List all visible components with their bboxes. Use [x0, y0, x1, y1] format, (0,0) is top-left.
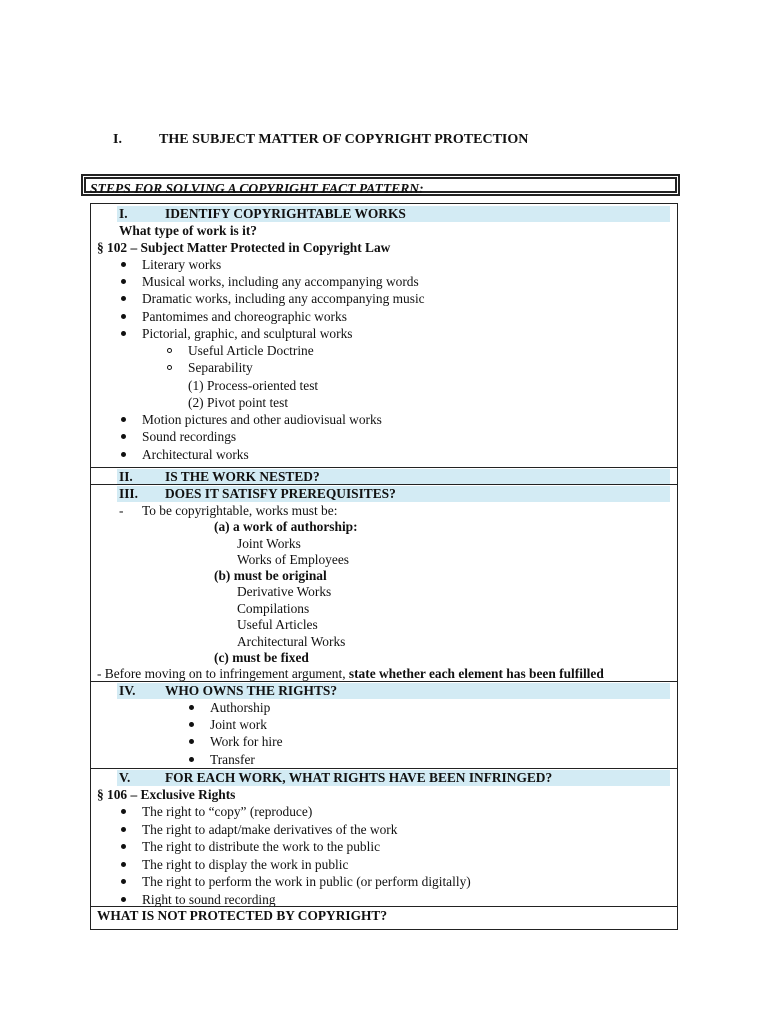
bullet-icon — [121, 314, 126, 319]
heading-title: THE SUBJECT MATTER OF COPYRIGHT PROTECTION — [159, 132, 529, 147]
note-text: - Before moving on to infringement argument, — [97, 666, 349, 681]
list-item: The right to “copy” (reproduce) — [142, 804, 313, 819]
bullet-icon — [121, 279, 126, 284]
bullet-icon — [189, 757, 194, 762]
criterion-item: Compilations — [237, 601, 310, 616]
test-item: (2) Pivot point test — [188, 395, 289, 410]
list-item: The right to perform the work in public (or perform digitally) — [142, 874, 471, 889]
criterion-item: Joint Works — [237, 536, 301, 551]
bullet-icon — [121, 862, 126, 867]
section-4-header — [119, 682, 337, 699]
criterion-c: (c) must be fixed — [214, 650, 309, 665]
list-item: Pantomimes and choreographic works — [142, 309, 347, 324]
bullet-icon — [121, 879, 126, 884]
criterion-a: (a) a work of authorship: — [214, 519, 358, 534]
list-item: Literary works — [142, 257, 222, 272]
section-number: III. — [119, 486, 138, 501]
section-number: I. — [119, 206, 128, 221]
bullet-icon — [121, 262, 126, 267]
section-number: V. — [119, 770, 131, 785]
section-1-statute: § 102 – Subject Matter Protected in Copyright Law — [97, 240, 391, 255]
section-title: IDENTIFY COPYRIGHTABLE WORKS — [165, 206, 406, 221]
section-3-header — [119, 485, 396, 502]
sub-list-item: Useful Article Doctrine — [188, 343, 314, 358]
section-title: FOR EACH WORK, WHAT RIGHTS HAVE BEEN INFRINGED? — [165, 770, 553, 785]
circle-bullet-icon — [167, 365, 172, 370]
section-5-header — [119, 769, 552, 786]
criterion-b: (b) must be original — [214, 568, 327, 583]
list-item: The right to distribute the work to the public — [142, 839, 381, 854]
heading-number: I. — [113, 132, 122, 147]
list-item: Authorship — [210, 700, 271, 715]
list-item: Motion pictures and other audiovisual works — [142, 412, 382, 427]
dash-marker: - — [119, 503, 124, 518]
bullet-icon — [121, 452, 126, 457]
bullet-icon — [121, 844, 126, 849]
list-item: Joint work — [210, 717, 267, 732]
list-item: Work for hire — [210, 734, 283, 749]
section-title: IS THE WORK NESTED? — [165, 469, 320, 484]
steps-title-box — [81, 174, 680, 196]
sub-list-item: Separability — [188, 360, 253, 375]
bullet-icon — [121, 434, 126, 439]
bullet-icon — [121, 417, 126, 422]
bullet-icon — [121, 827, 126, 832]
criterion-item: Architectural Works — [237, 634, 346, 649]
page-heading — [113, 131, 528, 149]
bullet-icon — [189, 705, 194, 710]
list-item: Musical works, including any accompanying words — [142, 274, 419, 289]
section-6-header: WHAT IS NOT PROTECTED BY COPYRIGHT? — [97, 908, 388, 923]
section-3-note — [97, 665, 604, 682]
criterion-item: Derivative Works — [237, 584, 332, 599]
list-item: Sound recordings — [142, 429, 237, 444]
section-title: DOES IT SATISFY PREREQUISITES? — [165, 486, 396, 501]
section-1-question: What type of work is it? — [119, 223, 257, 238]
section-5-statute: § 106 – Exclusive Rights — [97, 787, 236, 802]
list-item: The right to display the work in public — [142, 857, 349, 872]
section-2-header — [119, 468, 320, 485]
bullet-icon — [189, 739, 194, 744]
list-item: The right to adapt/make derivatives of the work — [142, 822, 398, 837]
bullet-icon — [189, 722, 194, 727]
list-item: Transfer — [210, 752, 255, 767]
steps-title: STEPS FOR SOLVING A COPYRIGHT FACT PATTERN: — [90, 181, 424, 196]
section-title: WHO OWNS THE RIGHTS? — [165, 683, 338, 698]
list-item: Architectural works — [142, 447, 249, 462]
criterion-item: Works of Employees — [237, 552, 349, 567]
list-item: Dramatic works, including any accompanying music — [142, 291, 425, 306]
list-item: Pictorial, graphic, and sculptural works — [142, 326, 353, 341]
section-3-intro: To be copyrightable, works must be: — [142, 503, 338, 518]
circle-bullet-icon — [167, 348, 172, 353]
bullet-icon — [121, 331, 126, 336]
list-item: Right to sound recording — [142, 892, 276, 907]
criterion-item: Useful Articles — [237, 617, 318, 632]
steps-table — [90, 203, 678, 930]
bullet-icon — [121, 897, 126, 902]
test-item: (1) Process-oriented test — [188, 378, 319, 393]
section-number: II. — [119, 469, 133, 484]
bullet-icon — [121, 296, 126, 301]
section-number: IV. — [119, 683, 136, 698]
note-emphasis: state whether each element has been fulfilled — [348, 666, 604, 681]
bullet-icon — [121, 809, 126, 814]
section-1-header — [119, 205, 406, 222]
